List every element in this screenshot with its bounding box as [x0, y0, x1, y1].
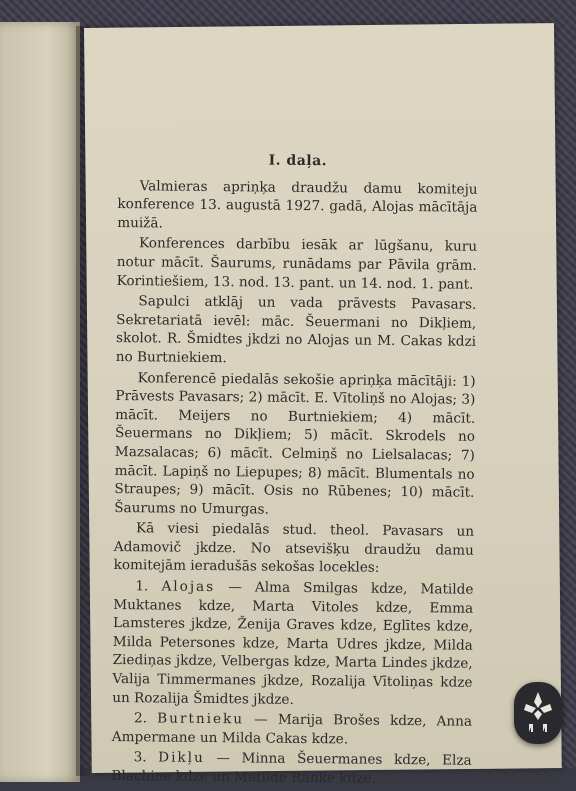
list-item: 1. Alojas — Alma Smilgas kdze, Matilde Muktanes kdze, Marta Vitoles kdze, Emma Lamsteres jkdze, Ženija Graves kdze, Eglītes kdze, Milda Petersones kdze, Marta Udres jkdze, Milda Ziediņas jkdze, Velbergas kdze, Marta Lindes jkdze, Valija Timmermanes jkdze, Rozalija Vītoliņas kdze un Rozalija Šmidtes jkdze. [112, 578, 474, 708]
leaf-logo-icon [514, 682, 562, 744]
paragraph: Valmieras apriņķa draudžu damu komiteju konference 13. augustā 1927. gadā, Alojas mācītāja muižā. [117, 177, 478, 232]
paragraph: Kā viesi piedalās stud. theol. Pavasars un Adamovič jkdze. No atsevišķu draudžu damu komitejām ieradušās sekošas locekles: [113, 520, 475, 577]
section-heading: I. daļa. [268, 152, 328, 170]
paragraph: Konferences darbību iesāk ar lūgšanu, kuru notur mācīt. Šaurums, runādams par Pāvila grām. Korintiešiem, 13. nod. 13. pant. un 14. nod. 1. pant. [116, 235, 478, 293]
left-page [0, 22, 80, 782]
page-text [111, 150, 478, 791]
list-item: 2. Burtnieku — Marija Brošes kdze, Anna Ampermane un Milda Cakas kdze. [111, 710, 473, 748]
paragraph: Sapulci atklāj un vada prāvests Pavasars. Sekretariatā ievēl: māc. Šeuermani no Dikļiem, skolot. R. Šmidtes jkdzi no Alojas un M. Cakas kdzi no Burtniekiem. [115, 293, 477, 367]
paragraph: Konferencē piedalās sekošie apriņķa mācītāji: 1) Prāvests Pavasars; 2) mācīt. E. Vītoliņš no Alojas; 3) mācīt. Meijers no Burtniekiem; 4) mācīt. Šeuermans no Dikļiem; 5) mācīt. Skrodels no Mazsalacas; 6) mācīt. Celmiņš no Lielsalacas; 7) mācīt. Lapiņš no Liepupes; 8) mācīt. Blumentals no Straupes; 9) mācīt. Osis no Rūbenes; 10) mācīt. Šaurums no Umurgas. [114, 369, 476, 518]
list-item: 3. Dikļu — Minna Šeuermanes kdze, Elza Blachine kdze un Matilde Ranke kdze. [111, 749, 472, 787]
